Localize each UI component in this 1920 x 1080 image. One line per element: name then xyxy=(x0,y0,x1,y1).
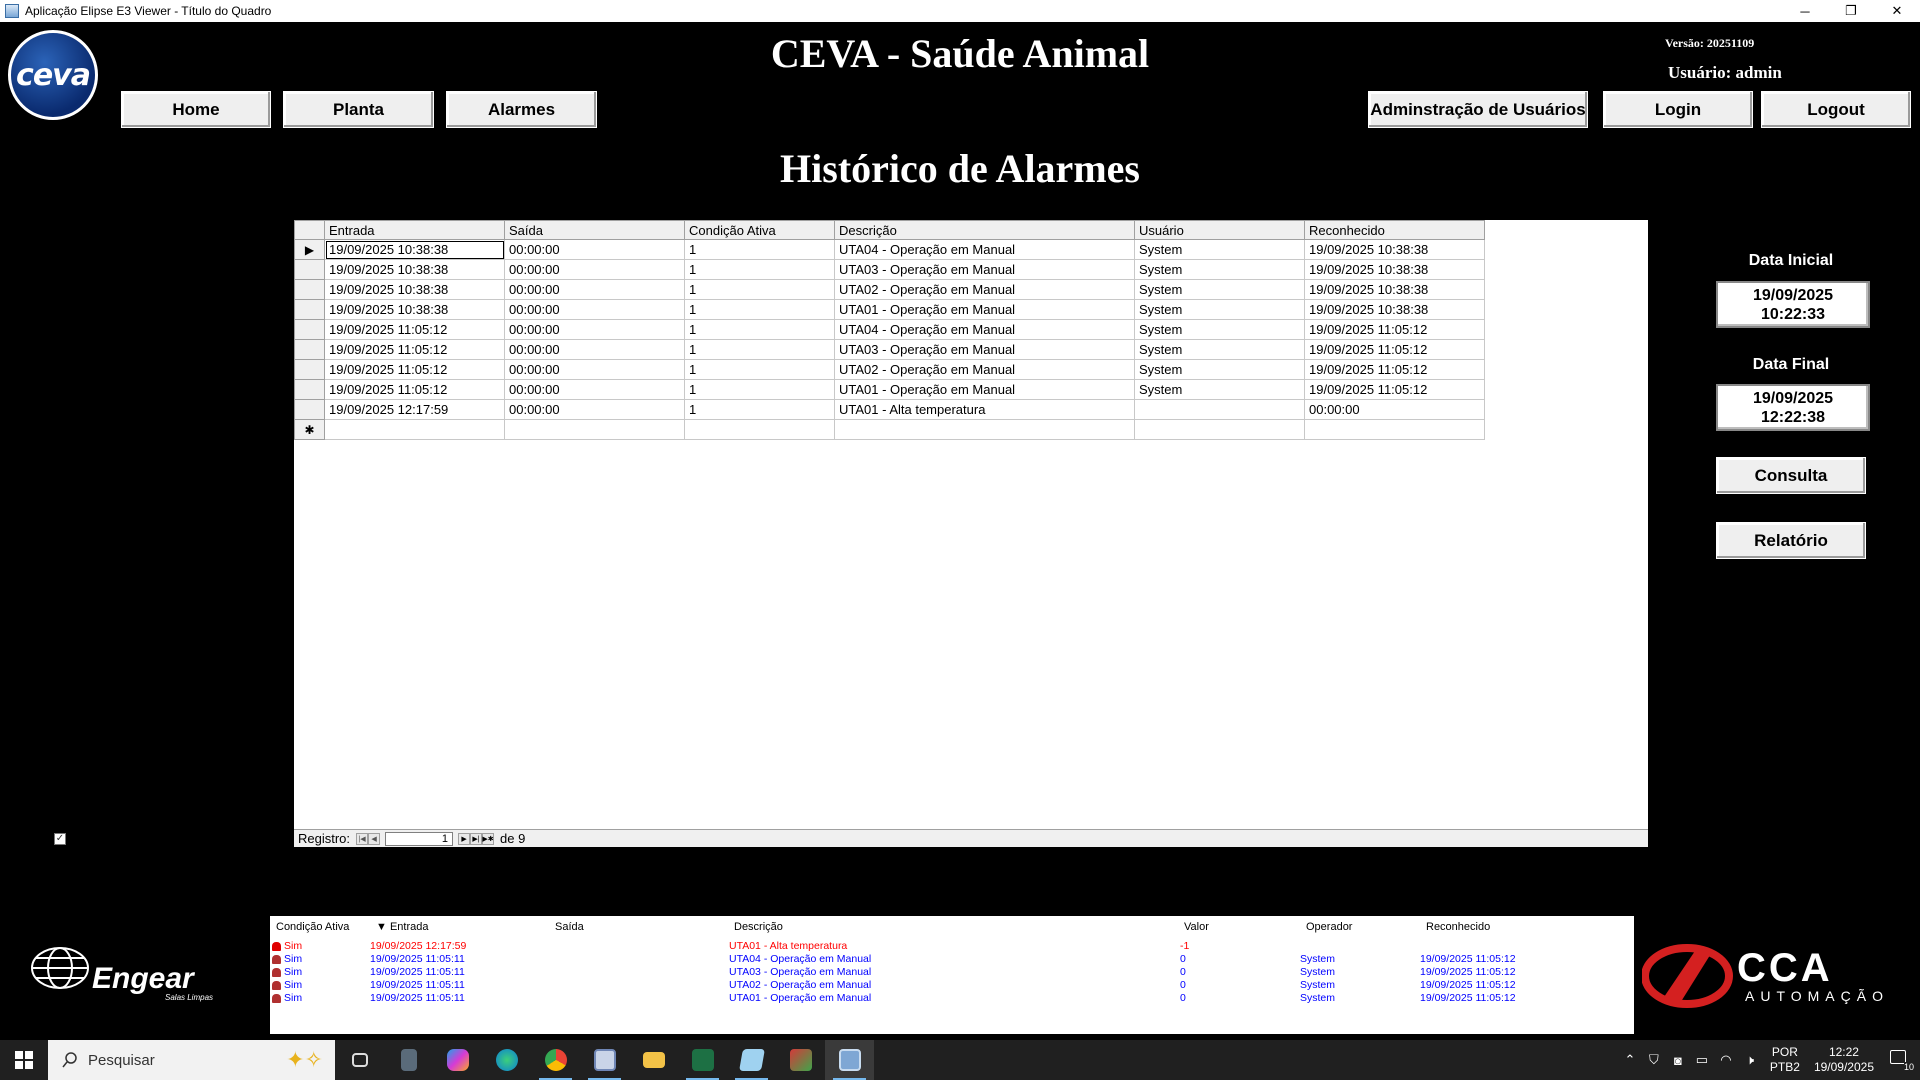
cell-entrada[interactable]: 19/09/2025 10:38:38 xyxy=(325,280,505,300)
notes-app-icon[interactable] xyxy=(727,1040,776,1080)
task-view-icon[interactable] xyxy=(335,1040,384,1080)
cell-reconhecido[interactable]: 19/09/2025 11:05:12 xyxy=(1305,380,1485,400)
cca-subtext: AUTOMAÇÃO xyxy=(1745,988,1889,1004)
cell-descricao[interactable]: UTA01 - Operação em Manual xyxy=(835,300,1135,320)
home-button[interactable]: Home xyxy=(121,91,271,128)
start-button[interactable] xyxy=(0,1040,48,1080)
e3-studio-icon[interactable] xyxy=(776,1040,825,1080)
alarm-col-condicao[interactable]: Condição Ativa xyxy=(276,921,350,933)
cell-condicao[interactable]: 1 xyxy=(685,400,835,420)
alarm-row[interactable] xyxy=(270,940,1634,953)
row-selector[interactable] xyxy=(295,260,325,280)
cell-entrada[interactable] xyxy=(325,420,505,440)
grid-corner xyxy=(295,221,325,240)
cell-condicao[interactable]: 1 xyxy=(685,380,835,400)
cell-usuario[interactable]: System xyxy=(1135,360,1305,380)
alarm-bell-icon xyxy=(272,942,281,951)
cell-entrada[interactable]: 19/09/2025 10:38:38 xyxy=(325,300,505,320)
cell-reconhecido[interactable]: 19/09/2025 11:05:12 xyxy=(1305,340,1485,360)
cell-descricao[interactable]: UTA02 - Operação em Manual xyxy=(835,360,1135,380)
cell-entrada[interactable]: 19/09/2025 11:05:12 xyxy=(325,320,505,340)
language-indicator[interactable] xyxy=(1770,1045,1800,1075)
data-final-date: 19/09/2025 xyxy=(1752,390,1834,407)
alarm-col-operador[interactable]: Operador xyxy=(1306,921,1353,933)
cell-usuario[interactable]: System xyxy=(1135,320,1305,340)
alarm-bell-icon xyxy=(272,968,281,977)
cell-entrada[interactable]: 19/09/2025 11:05:12 xyxy=(325,340,505,360)
record-count: de 9 xyxy=(500,831,526,846)
alarm-col-valor[interactable]: Valor xyxy=(1184,921,1209,933)
record-number-input[interactable]: 1 xyxy=(385,832,453,846)
data-inicial-date: 19/09/2025 xyxy=(1752,287,1834,304)
page-title: Histórico de Alarmes xyxy=(780,146,1140,191)
alarm-operador: System xyxy=(1300,979,1336,991)
col-saida[interactable]: Saída xyxy=(505,221,685,240)
cell-usuario[interactable] xyxy=(1135,400,1305,420)
alarm-valor: 0 xyxy=(1180,966,1186,978)
alarm-ativa: Sim xyxy=(284,966,303,978)
data-inicial-field[interactable] xyxy=(1716,281,1870,328)
col-condicao-ativa[interactable]: Condição Ativa xyxy=(685,221,835,240)
security-shield-icon[interactable]: ⛉ xyxy=(1649,1052,1659,1067)
planta-button[interactable]: Planta xyxy=(283,91,434,128)
last-record-icon[interactable]: ▶| xyxy=(470,833,482,845)
table-row[interactable] xyxy=(295,280,1485,300)
restore-button[interactable]: ❐ xyxy=(1845,3,1857,18)
alarm-entrada: 19/09/2025 12:17:59 xyxy=(370,940,467,952)
ceva-logo-text: ceva xyxy=(16,57,90,93)
cell-descricao[interactable]: UTA04 - Operação em Manual xyxy=(835,240,1135,260)
cell-reconhecido[interactable]: 19/09/2025 10:38:38 xyxy=(1305,280,1485,300)
webcam-icon[interactable]: ◙ xyxy=(1673,1052,1682,1068)
row-selector[interactable] xyxy=(295,300,325,320)
e3-viewer-icon[interactable] xyxy=(825,1040,874,1080)
alarm-ativa: Sim xyxy=(284,992,303,1004)
cell-usuario[interactable]: System xyxy=(1135,260,1305,280)
row-selector[interactable]: ▶ xyxy=(295,240,325,260)
copilot-icon[interactable] xyxy=(433,1040,482,1080)
cell-descricao[interactable]: UTA01 - Operação em Manual xyxy=(835,380,1135,400)
cell-descricao[interactable]: UTA04 - Operação em Manual xyxy=(835,320,1135,340)
alarm-entrada: 19/09/2025 11:05:11 xyxy=(370,979,465,991)
window-titlebar xyxy=(0,0,1920,22)
data-inicial-time: 10:22:33 xyxy=(1760,306,1826,323)
notification-count: 10 xyxy=(1903,1062,1914,1072)
active-alarms-panel[interactable] xyxy=(270,916,1634,1034)
cell-reconhecido[interactable] xyxy=(1305,420,1485,440)
clock[interactable] xyxy=(1814,1045,1874,1075)
clock-time: 12:22 xyxy=(1828,1045,1859,1059)
table-row[interactable] xyxy=(295,380,1485,400)
table-row[interactable] xyxy=(295,400,1485,420)
engear-subtext: Salas Limpas xyxy=(165,993,214,1002)
prev-record-icon[interactable]: ◀ xyxy=(368,833,380,845)
alarm-entrada: 19/09/2025 11:05:11 xyxy=(370,966,465,978)
cell-entrada[interactable]: 19/09/2025 11:05:12 xyxy=(325,380,505,400)
chrome-icon[interactable] xyxy=(531,1040,580,1080)
language-label: POR xyxy=(1771,1045,1798,1059)
data-final-label: Data Final xyxy=(1752,356,1830,373)
row-selector[interactable] xyxy=(295,360,325,380)
notification-icon[interactable] xyxy=(1890,1050,1914,1072)
cell-saida[interactable]: 00:00:00 xyxy=(505,380,685,400)
record-navigator xyxy=(294,829,1648,847)
alarm-col-reconhecido[interactable]: Reconhecido xyxy=(1426,921,1491,933)
alarm-row[interactable] xyxy=(270,953,1634,966)
alarm-descricao: UTA02 - Operação em Manual xyxy=(729,979,872,991)
search-icon xyxy=(62,1052,78,1068)
table-row[interactable] xyxy=(295,240,1485,260)
cell-entrada[interactable]: 19/09/2025 11:05:12 xyxy=(325,360,505,380)
row-selector[interactable] xyxy=(295,320,325,340)
alarm-panel-header xyxy=(270,921,1634,937)
cell-condicao[interactable]: 1 xyxy=(685,320,835,340)
table-row[interactable] xyxy=(295,300,1485,320)
alarm-operador: System xyxy=(1300,953,1336,965)
alarm-descricao: UTA04 - Operação em Manual xyxy=(729,953,872,965)
col-entrada[interactable]: Entrada xyxy=(325,221,505,240)
alarm-valor: 0 xyxy=(1180,992,1186,1004)
alarm-valor: 0 xyxy=(1180,979,1186,991)
alarm-col-entrada[interactable]: ▼ Entrada xyxy=(376,921,429,933)
alarmes-button[interactable]: Alarmes xyxy=(446,91,597,128)
user-label: Usuário: admin xyxy=(1668,63,1782,82)
data-inicial-label: Data Inicial xyxy=(1748,252,1834,269)
relatorio-button[interactable]: Relatório xyxy=(1716,522,1866,559)
alarm-valor: -1 xyxy=(1180,940,1190,952)
cell-reconhecido[interactable]: 19/09/2025 10:38:38 xyxy=(1305,300,1485,320)
cell-condicao[interactable]: 1 xyxy=(685,280,835,300)
cell-usuario[interactable]: System xyxy=(1135,240,1305,260)
cell-descricao[interactable]: UTA03 - Operação em Manual xyxy=(835,260,1135,280)
search-placeholder: Pesquisar xyxy=(88,1051,155,1069)
cell-saida[interactable]: 00:00:00 xyxy=(505,400,685,420)
cell-saida[interactable]: 00:00:00 xyxy=(505,360,685,380)
cell-descricao[interactable]: UTA01 - Alta temperatura xyxy=(835,400,1135,420)
table-row[interactable] xyxy=(295,320,1485,340)
record-label: Registro: xyxy=(298,831,351,846)
alarm-entrada: 19/09/2025 11:05:11 xyxy=(370,992,465,1004)
battery-icon[interactable]: ▭ xyxy=(1695,1052,1709,1067)
cell-reconhecido[interactable]: 19/09/2025 10:38:38 xyxy=(1305,260,1485,280)
cell-reconhecido[interactable]: 19/09/2025 11:05:12 xyxy=(1305,320,1485,340)
data-final-time: 12:22:38 xyxy=(1760,409,1826,426)
cell-entrada[interactable]: 19/09/2025 10:38:38 xyxy=(325,240,505,260)
alarm-bell-icon xyxy=(272,994,281,1003)
cell-reconhecido[interactable]: 19/09/2025 10:38:38 xyxy=(1305,240,1485,260)
cell-saida[interactable] xyxy=(505,420,685,440)
wifi-icon[interactable]: ◠ xyxy=(1720,1052,1732,1067)
login-button[interactable]: Login xyxy=(1603,91,1753,128)
col-reconhecido[interactable]: Reconhecido xyxy=(1305,221,1485,240)
alarm-row[interactable] xyxy=(270,979,1634,992)
first-record-icon[interactable]: |◀ xyxy=(356,833,368,845)
cca-swoosh-icon xyxy=(1642,940,1742,1010)
cell-condicao[interactable]: 1 xyxy=(685,260,835,280)
cell-usuario[interactable]: System xyxy=(1135,340,1305,360)
window-title: Aplicação Elipse E3 Viewer - Título do Quadro xyxy=(25,4,272,18)
logout-button[interactable]: Logout xyxy=(1761,91,1911,128)
alarm-bell-icon xyxy=(272,981,281,990)
cell-entrada[interactable]: 19/09/2025 10:38:38 xyxy=(325,260,505,280)
alarm-operador: System xyxy=(1300,992,1336,1004)
engear-text: Engear xyxy=(92,962,194,995)
edge-icon[interactable] xyxy=(482,1040,531,1080)
copilot-sparkle-icon[interactable]: ✦✧ xyxy=(286,1047,323,1072)
chevron-up-icon[interactable]: ⌃ xyxy=(1624,1052,1636,1067)
cell-saida[interactable]: 00:00:00 xyxy=(505,240,685,260)
cca-logo xyxy=(1642,940,1902,1010)
grid-table xyxy=(294,220,1485,440)
consulta-button[interactable]: Consulta xyxy=(1716,457,1866,494)
admin-users-button[interactable]: Adminstração de Usuários xyxy=(1368,91,1588,128)
row-selector[interactable] xyxy=(295,280,325,300)
cell-descricao[interactable]: UTA03 - Operação em Manual xyxy=(835,340,1135,360)
cell-usuario[interactable]: System xyxy=(1135,380,1305,400)
table-row[interactable] xyxy=(295,260,1485,280)
checkbox[interactable]: ✓ xyxy=(55,833,65,844)
cell-condicao[interactable]: 1 xyxy=(685,340,835,360)
table-row[interactable] xyxy=(295,340,1485,360)
row-selector[interactable] xyxy=(295,340,325,360)
calculator-icon[interactable] xyxy=(384,1040,433,1080)
cell-condicao[interactable]: 1 xyxy=(685,300,835,320)
cell-condicao[interactable] xyxy=(685,420,835,440)
table-row[interactable] xyxy=(295,420,1485,440)
alarm-history-grid[interactable] xyxy=(294,220,1648,846)
cell-saida[interactable]: 00:00:00 xyxy=(505,340,685,360)
close-button[interactable]: ✕ xyxy=(1891,3,1903,18)
table-row[interactable] xyxy=(295,360,1485,380)
cell-usuario[interactable]: System xyxy=(1135,280,1305,300)
alarm-valor: 0 xyxy=(1180,953,1186,965)
cell-saida[interactable]: 00:00:00 xyxy=(505,260,685,280)
alarm-reconhecido: 19/09/2025 11:05:12 xyxy=(1420,992,1516,1004)
alarm-col-descricao[interactable]: Descrição xyxy=(734,921,783,933)
layout-label: PTB2 xyxy=(1769,1060,1800,1074)
alarm-ativa: Sim xyxy=(284,940,303,952)
window-controls xyxy=(1782,0,1920,22)
data-final-field[interactable] xyxy=(1716,384,1870,431)
row-selector[interactable]: ✱ xyxy=(295,420,325,440)
alarm-descricao: UTA01 - Alta temperatura xyxy=(729,940,848,952)
next-record-icon[interactable]: ▶ xyxy=(458,833,470,845)
cca-text: CCA xyxy=(1737,946,1833,990)
excel-icon[interactable] xyxy=(678,1040,727,1080)
cell-descricao[interactable] xyxy=(835,420,1135,440)
alarm-bell-icon xyxy=(272,955,281,964)
cell-saida[interactable]: 00:00:00 xyxy=(505,300,685,320)
alarm-ativa: Sim xyxy=(284,979,303,991)
engear-globe-icon xyxy=(30,944,92,994)
version-label: Versão: 20251109 xyxy=(1665,36,1755,50)
cell-entrada[interactable]: 19/09/2025 12:17:59 xyxy=(325,400,505,420)
cell-usuario[interactable]: System xyxy=(1135,300,1305,320)
grid-header-row xyxy=(295,221,1485,240)
taskbar xyxy=(0,1040,1920,1080)
row-selector[interactable] xyxy=(295,400,325,420)
remote-app-icon[interactable] xyxy=(580,1040,629,1080)
alarm-col-saida[interactable]: Saída xyxy=(555,921,584,933)
cell-saida[interactable]: 00:00:00 xyxy=(505,280,685,300)
app-icon xyxy=(5,4,19,18)
cell-reconhecido[interactable]: 19/09/2025 11:05:12 xyxy=(1305,360,1485,380)
cell-condicao[interactable]: 1 xyxy=(685,240,835,260)
minimize-button[interactable]: ─ xyxy=(1800,3,1810,19)
cell-usuario[interactable] xyxy=(1135,420,1305,440)
alarm-reconhecido: 19/09/2025 11:05:12 xyxy=(1420,966,1516,978)
cell-saida[interactable]: 00:00:00 xyxy=(505,320,685,340)
row-selector[interactable] xyxy=(295,380,325,400)
alarm-row[interactable] xyxy=(270,966,1634,979)
cell-condicao[interactable]: 1 xyxy=(685,360,835,380)
cell-descricao[interactable]: UTA02 - Operação em Manual xyxy=(835,280,1135,300)
alarm-descricao: UTA03 - Operação em Manual xyxy=(729,966,872,978)
alarm-ativa: Sim xyxy=(284,953,303,965)
new-record-icon[interactable]: ▶✱ xyxy=(482,833,494,845)
col-usuario[interactable]: Usuário xyxy=(1135,221,1305,240)
alarm-operador: System xyxy=(1300,966,1336,978)
col-descricao[interactable]: Descrição xyxy=(835,221,1135,240)
alarm-reconhecido: 19/09/2025 11:05:12 xyxy=(1420,979,1516,991)
alarm-reconhecido: 19/09/2025 11:05:12 xyxy=(1420,953,1516,965)
alarm-entrada: 19/09/2025 11:05:11 xyxy=(370,953,465,965)
clock-date: 19/09/2025 xyxy=(1813,1060,1874,1074)
file-explorer-icon[interactable] xyxy=(629,1040,678,1080)
taskbar-search[interactable] xyxy=(48,1040,335,1080)
alarm-descricao: UTA01 - Operação em Manual xyxy=(729,992,872,1004)
system-tray xyxy=(1618,1040,1920,1080)
cell-reconhecido[interactable]: 00:00:00 xyxy=(1305,400,1485,420)
engear-logo xyxy=(30,944,240,1004)
speaker-muted-icon[interactable]: 🕨 xyxy=(1745,1052,1755,1067)
alarm-row[interactable] xyxy=(270,992,1634,1005)
app-title: CEVA - Saúde Animal xyxy=(770,31,1150,76)
windows-icon xyxy=(15,1051,33,1069)
